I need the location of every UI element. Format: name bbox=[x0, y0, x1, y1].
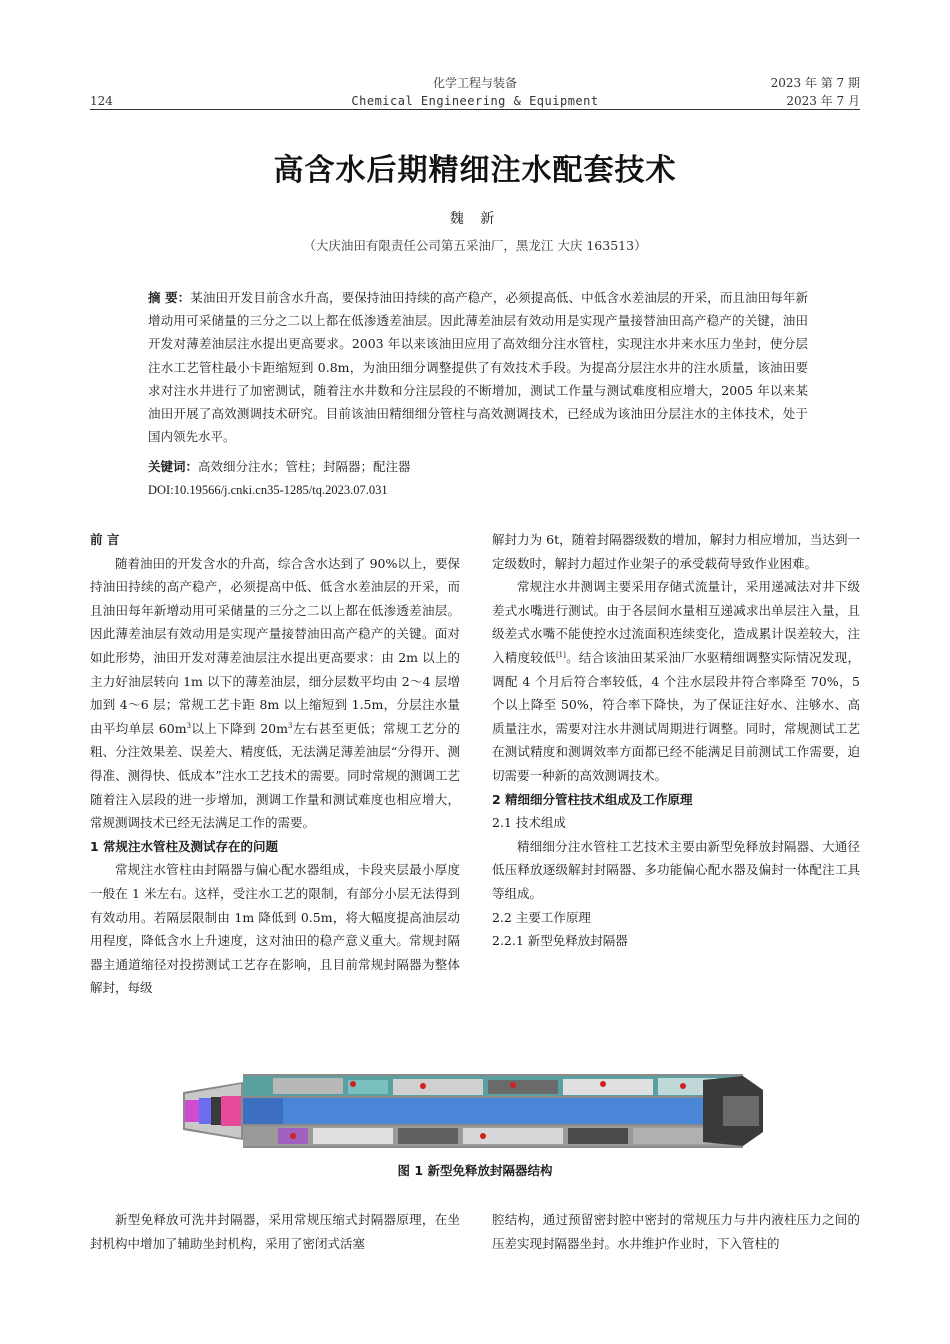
coupling-pink bbox=[221, 1096, 241, 1126]
right-column bbox=[492, 528, 860, 953]
lower-rubber bbox=[463, 1128, 563, 1144]
coupling-magenta bbox=[185, 1100, 199, 1122]
packer-paragraph: 新型免释放可洗井封隔器，采用常规压缩式封隔器原理，在坐封机构中增加了辅助坐封机构，采用了密闭式活塞 bbox=[90, 1212, 460, 1251]
packer-structure-figure bbox=[183, 1070, 768, 1152]
lower-housing bbox=[568, 1128, 628, 1144]
section-2-1-paragraph: 精细细分注水管柱工艺技术主要由新型免释放封隔器、大通径低压释放逐级解封封隔器、多功能偏心配水器及偏封一体配注工具等组成。 bbox=[492, 838, 860, 901]
figure-caption: 图 1 新型免释放封隔器结构 bbox=[397, 1163, 553, 1178]
continued-paragraph: 解封力为 6t，随着封隔器级数的增加，解封力相应增加，当达到一定级数时，解封力超过作业架子的承受载荷导致作业困难。 bbox=[492, 532, 860, 571]
seal-dot bbox=[480, 1133, 486, 1139]
page-number: 124 bbox=[90, 94, 113, 108]
section-2-2-heading: 2.2 主要工作原理 bbox=[492, 909, 591, 925]
bore-entry bbox=[243, 1098, 283, 1124]
keywords-label: 关键词： bbox=[148, 459, 199, 474]
abstract-label: 摘 要： bbox=[148, 290, 191, 305]
keywords-text: 高效细分注水；管柱；封隔器；配注器 bbox=[198, 459, 411, 474]
lower-cone bbox=[633, 1128, 713, 1144]
left-column bbox=[90, 528, 460, 1000]
packer-paragraph-continued: 腔结构，通过预留密封腔中密封的常规压力与井内液柱压力之间的压差实现封隔器坐封。水井维护作业时，下入管柱的 bbox=[492, 1212, 860, 1251]
issue-label: 2023 年 第 7 期 bbox=[770, 76, 860, 90]
seal-dot bbox=[680, 1083, 686, 1089]
doi: DOI:10.19566/j.cnki.cn35-1285/tq.2023.07.031 bbox=[148, 483, 388, 497]
seal-dot bbox=[350, 1081, 356, 1087]
bottom-right-column bbox=[492, 1208, 860, 1255]
bottom-left-column bbox=[90, 1208, 460, 1255]
right-end-bore bbox=[723, 1096, 759, 1126]
abstract-text: 某油田开发目前含水升高，要保持油田持续的高产稳产，必须提高低、中低含水差油层的开采，而且油田每年新增动用可采储量的三分之二以上都在低渗透差油层。因此薄差油层有效动用是实现产量接替油田高产稳产的关键，油田开发对薄差油层注水提出更高要求。2003 年以来该油田应用了高效细分注水管柱，实现注水井来水压力坐封，使分层注水工艺管柱最小卡距缩短到 0.8m，为油田细分调整提供了有效技术手段。为提高分层注水井的注水质量，该油田要求对注水井进行了加密测试，随着注水井数和分注层段的不断增加，测试工作量与测试难度相应增大，2005 年以来某油田开展了高效测调技术研究。目前该油田精细细分管柱与高效测调技术，已经成为该油田分层注水的主体技术，处于国内领先水平。 bbox=[148, 290, 808, 445]
coupling-blue bbox=[199, 1098, 211, 1124]
section-2-2-1-heading: 2.2.1 新型免释放封隔器 bbox=[492, 933, 628, 949]
piston-upper bbox=[488, 1080, 558, 1094]
header-rule bbox=[90, 109, 860, 110]
affiliation: （大庆油田有限责任公司第五采油厂，黑龙江 大庆 163513） bbox=[303, 238, 647, 253]
rubber-element-upper bbox=[393, 1079, 483, 1095]
testing-paragraph: 常规注水井测调主要采用存储式流量计，采用递减法对井下级差式水嘴进行测试。由于各层间水量相互递减求出单层注入量，且级差式水嘴不能使控水过流面积连续变化，造成累计误差较大，注入精度较低[1]。结合该油田某采油厂水驱精细调整实际情况发现，调配 4 个月后符合率较低，4 个注水层段井符合率降至 70%，5 个以上降至 50%，符合率下降快，为了保证注好水、注够水、高质量注水，需要对注水井测试周期进行调整。同时，常规测试工艺在测试精度和测调效率方面都已经不能满足目前测试工作需要，迫切需要一种新的高效测调技术。 bbox=[492, 579, 860, 783]
intro-paragraph: 随着油田的开发含水的升高，综合含水达到了 90%以上，要保持油田持续的高产稳产，必须提高中低、低含水差油层的开采，而且油田每年新增动用可采储量的三分之二以上都在低渗透差油层。因此薄差油层有效动用是实现产量接替油田高产稳产的关键。面对如此形势，油田开发对薄差油层注水提出更高要求：由 2m 以上的主力好油层转向 1m 以下的薄差油层，细分层数平均由 2～4 层增加到 4～6 层；常规工艺卡距 8m 以上缩短到 1.5m，分层注水量由平均单层 $60m^3$以上下降到 $20m^3$左右甚至更低；常规工艺分的粗、分注效果差、误差大、精度低，无法满足薄差油层“分得开、测得准、测得快、低成本”注水工艺技术的需要。同时常规的测调工艺随着注入层段的进一步增加，测调工作量和测试难度也相应增大，常规测调技术已经无法满足工作的需要。 bbox=[90, 555, 460, 831]
section-2-1-heading: 2.1 技术组成 bbox=[492, 815, 566, 831]
journal-title-cn: 化学工程与装备 bbox=[432, 76, 517, 90]
intro-heading: 前 言 bbox=[90, 532, 120, 547]
author: 魏 新 bbox=[449, 211, 501, 227]
issue-date: 2023 年 7 月 bbox=[786, 94, 860, 108]
citation-ref: [1] bbox=[555, 650, 566, 659]
center-bore bbox=[283, 1098, 713, 1124]
abstract bbox=[148, 286, 808, 448]
journal-title-en: Chemical Engineering & Equipment bbox=[351, 94, 599, 108]
lower-piston bbox=[398, 1128, 458, 1144]
section-1-paragraph: 常规注水管柱由封隔器与偏心配水器组成，卡段夹层最小厚度一般在 1 米左右。这样，受注水工艺的限制，有部分小层无法得到有效动用。若隔层限制由 1m 降低到 0.5m，将大幅度提高油层动用程度，降低含水上升速度，这对油田的稳产意义重大。常规封隔器主通道缩径对投捞测试工艺存在影响，且目前常规封隔器为整体解封，每级 bbox=[90, 862, 460, 996]
upper-sleeve-insert bbox=[273, 1078, 343, 1094]
section-1-heading: 1 常规注水管柱及测试存在的问题 bbox=[90, 838, 279, 854]
keywords bbox=[148, 457, 808, 477]
seal-dot bbox=[510, 1082, 516, 1088]
coupling-dark bbox=[211, 1097, 221, 1125]
seal-dot bbox=[600, 1081, 606, 1087]
seal-dot bbox=[290, 1133, 296, 1139]
seal-dot bbox=[420, 1083, 426, 1089]
lower-insert bbox=[313, 1128, 393, 1144]
cone-upper bbox=[563, 1079, 653, 1095]
paper-title: 高含水后期精细注水配套技术 bbox=[273, 153, 677, 188]
section-2-heading: 2 精细细分管柱技术组成及工作原理 bbox=[492, 791, 693, 807]
